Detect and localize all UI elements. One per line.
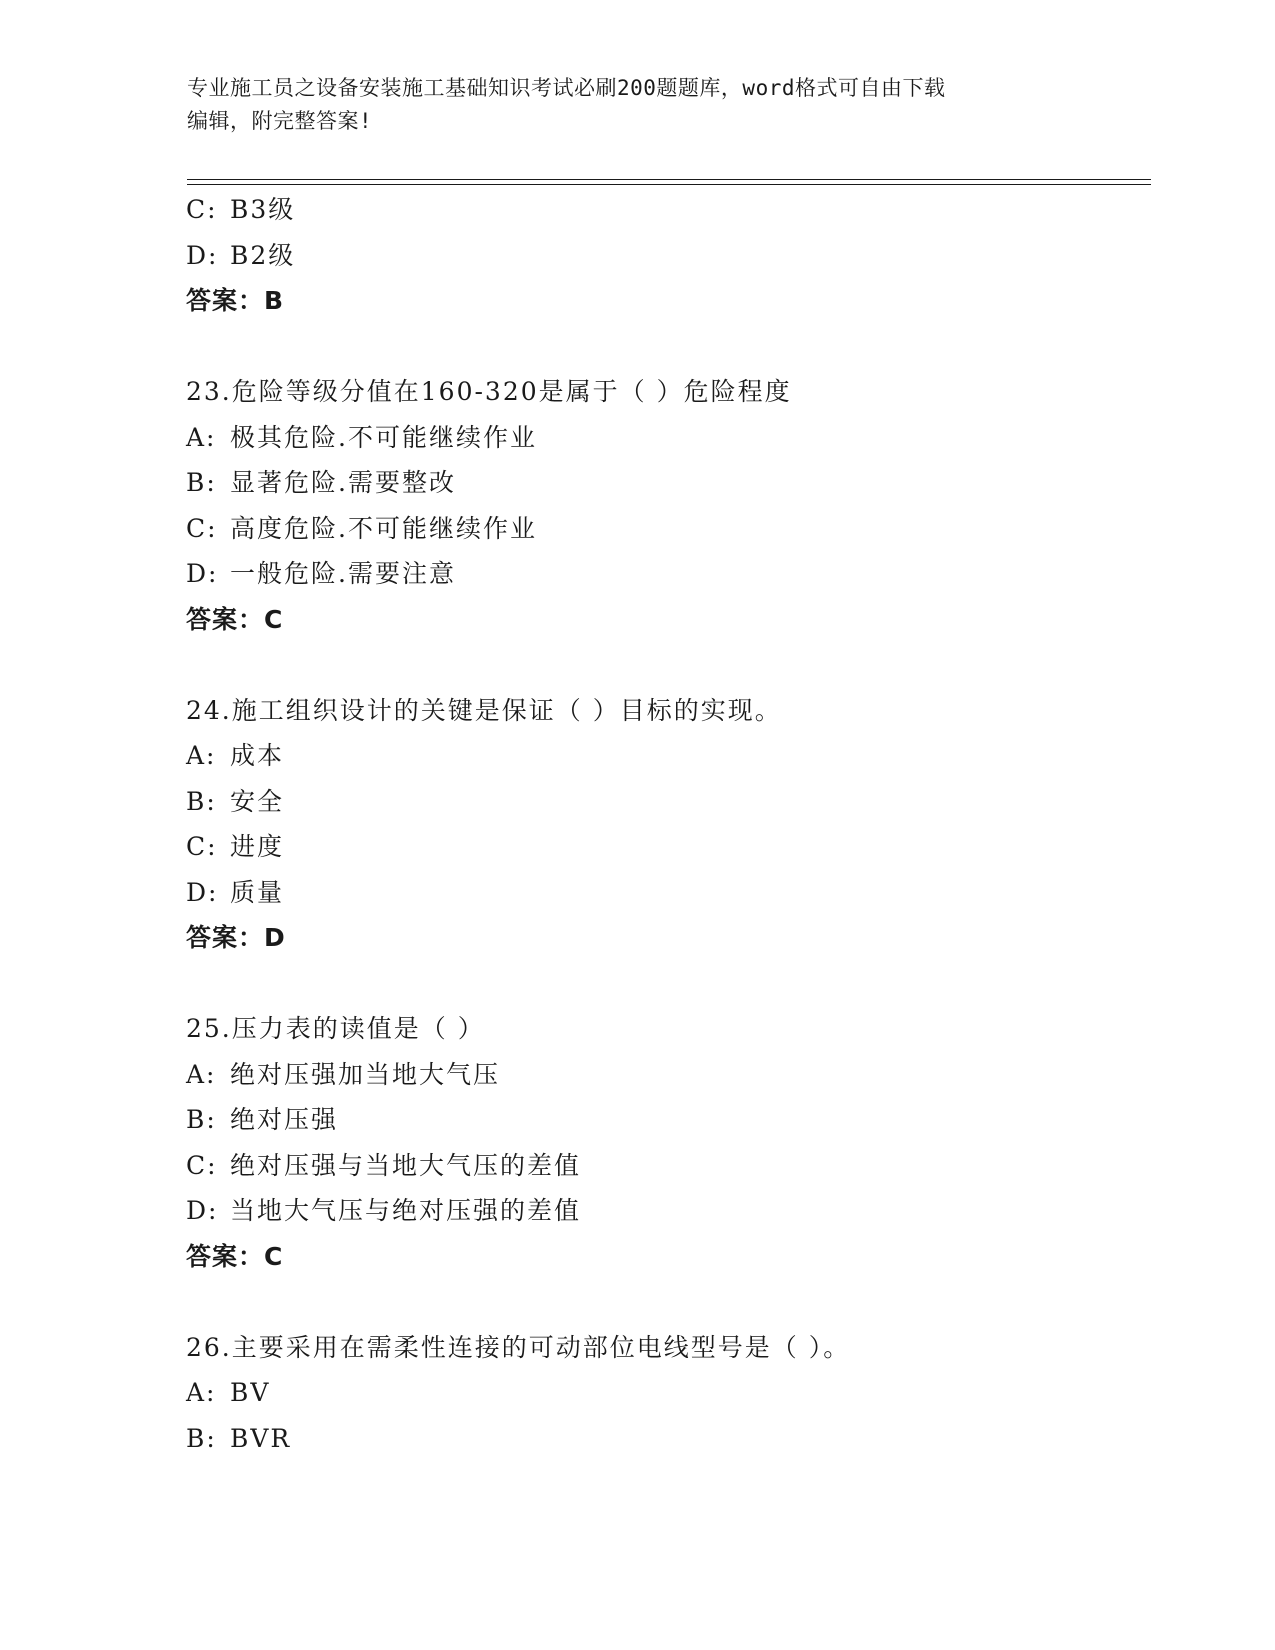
- option-row: [186, 1370, 1150, 1416]
- header-divider-top: [187, 179, 1151, 180]
- option-row: [186, 779, 1150, 825]
- option-row: [186, 1052, 1150, 1098]
- question-block: [186, 688, 1150, 961]
- header-title-line-2: 编辑，附完整答案!: [187, 109, 373, 133]
- question-stem: 26.主要采用在需柔性连接的可动部位电线型号是（ ）。: [186, 1332, 851, 1362]
- question-stem: 25.压力表的读值是（ ）: [186, 1014, 485, 1043]
- answer-line: 答案：B: [186, 286, 285, 315]
- option-row: [186, 415, 1150, 461]
- spacer: [186, 324, 1150, 370]
- option-row: [186, 506, 1150, 552]
- answer-line: 答案：C: [186, 1241, 284, 1271]
- option-text: 高度危险.不可能继续作业: [230, 513, 537, 543]
- option-row: [186, 1143, 1150, 1189]
- question-stem: 24.施工组织设计的关键是保证（ ）目标的实现。: [186, 695, 782, 725]
- option-letter: C:: [186, 1150, 218, 1180]
- option-text: 绝对压强: [230, 1105, 339, 1134]
- question-stem: 23.危险等级分值在160-320是属于（ ）危险程度: [186, 377, 792, 406]
- option-row: [186, 233, 1150, 279]
- question-block: [186, 369, 1150, 642]
- option-row: [186, 733, 1150, 779]
- option-letter: C:: [186, 195, 218, 224]
- option-text: 质量: [230, 877, 285, 907]
- option-letter: B:: [186, 1423, 217, 1453]
- option-text: 成本: [230, 741, 285, 770]
- option-letter: D:: [186, 877, 219, 907]
- option-row: [186, 870, 1150, 916]
- option-text: 当地大气压与绝对压强的差值: [230, 1196, 582, 1225]
- option-letter: C:: [186, 832, 218, 861]
- option-text: 安全: [230, 786, 285, 816]
- option-row: [186, 1097, 1150, 1143]
- option-row: [186, 1416, 1150, 1462]
- spacer: [186, 1279, 1150, 1325]
- option-letter: D:: [186, 559, 219, 588]
- answer-line: 答案：D: [186, 923, 286, 952]
- option-text: 一般危险.需要注意: [230, 559, 456, 588]
- spacer: [186, 961, 1150, 1007]
- option-row: [186, 824, 1150, 870]
- header-title-line-1: 专业施工员之设备安装施工基础知识考试必刷200题题库，word格式可自由下载: [187, 76, 946, 100]
- option-letter: B:: [186, 786, 217, 816]
- option-letter: D:: [186, 1196, 219, 1225]
- option-text: 极其危险.不可能继续作业: [230, 422, 537, 452]
- option-text: 绝对压强与当地大气压的差值: [230, 1150, 582, 1180]
- option-text: B3级: [230, 195, 296, 224]
- question-list: [186, 187, 1150, 1461]
- answer-line: 答案：C: [186, 604, 284, 634]
- option-letter: A:: [186, 741, 217, 770]
- option-letter: A:: [186, 422, 217, 452]
- option-letter: B:: [186, 468, 217, 497]
- option-letter: D:: [186, 240, 219, 270]
- option-letter: A:: [186, 1378, 217, 1407]
- option-row: [186, 551, 1150, 597]
- question-block-partial: [186, 187, 1150, 324]
- question-block: [186, 1006, 1150, 1279]
- option-letter: C:: [186, 513, 218, 543]
- option-row: [186, 187, 1150, 233]
- option-text: B2级: [230, 240, 296, 270]
- option-text: 显著危险.需要整改: [230, 468, 456, 497]
- option-letter: B:: [186, 1105, 217, 1134]
- spacer: [186, 642, 1150, 688]
- option-row: [186, 1188, 1150, 1234]
- question-block: [186, 1325, 1150, 1462]
- option-text: 绝对压强加当地大气压: [230, 1059, 501, 1089]
- option-text: BV: [230, 1378, 271, 1407]
- header-divider-bottom: [187, 184, 1151, 185]
- option-text: BVR: [230, 1423, 292, 1453]
- document-header: [187, 72, 1087, 138]
- option-row: [186, 460, 1150, 506]
- option-letter: A:: [186, 1059, 217, 1089]
- option-text: 进度: [230, 832, 285, 861]
